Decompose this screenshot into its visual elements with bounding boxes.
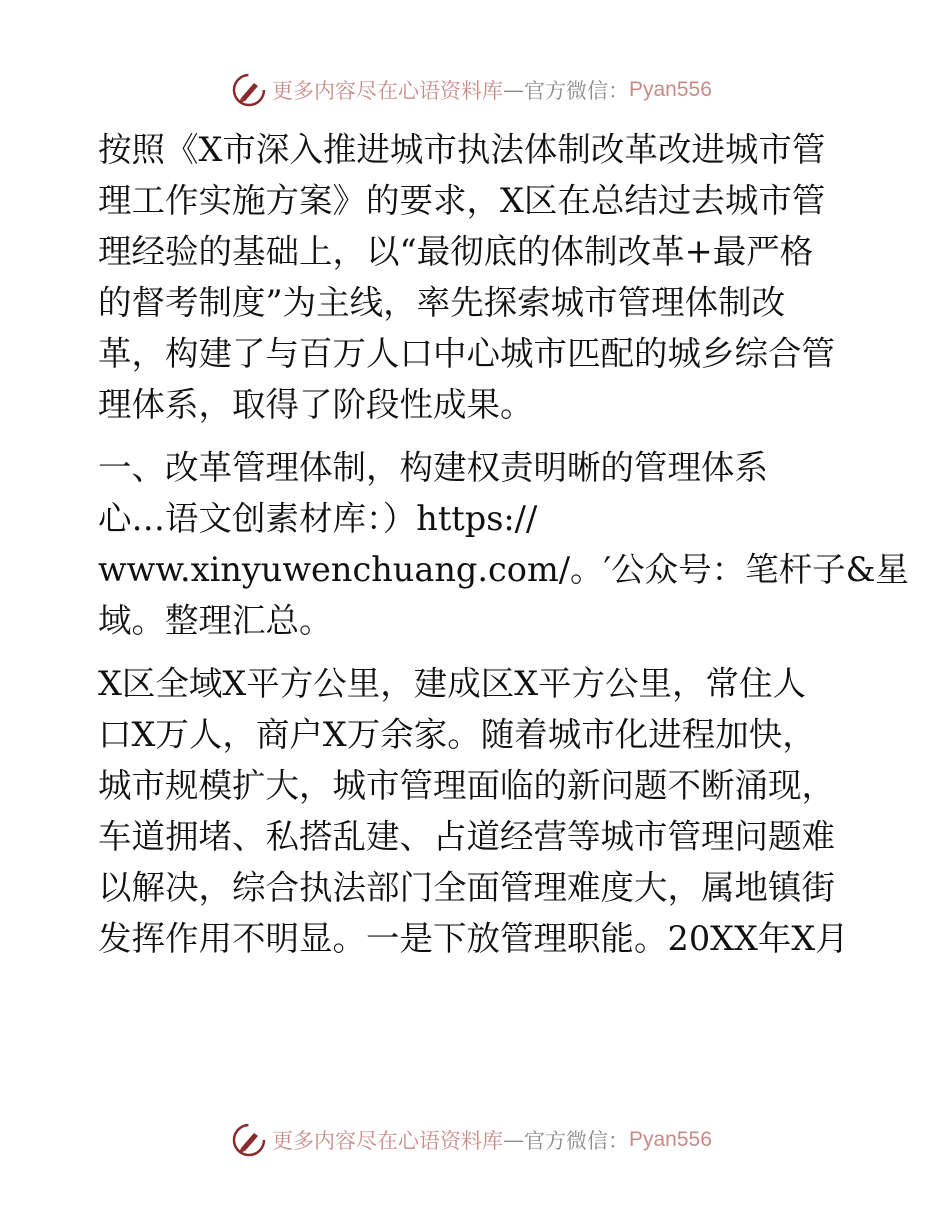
text-line: 发挥作用不明显。一是下放管理职能。20XX年X月 (98, 919, 849, 958)
paragraph-background (98, 658, 858, 964)
document-body (98, 124, 909, 964)
text-line: 车道拥堵、私搭乱建、占道经营等城市管理问题难 (98, 817, 835, 856)
footer-watermark (232, 1120, 712, 1160)
text-line: 心…语文创素材库：）https:// (98, 499, 538, 538)
watermark-brand: 更多内容尽在心语资料库 (272, 79, 503, 103)
watermark-wechat-id: Pyan556 (629, 1128, 712, 1151)
pen-logo-icon (232, 73, 266, 107)
text-line: X区全域X平方公里，建成区X平方公里，常住人 (98, 664, 807, 703)
watermark-brand: 更多内容尽在心语资料库 (272, 1129, 503, 1153)
header-watermark (232, 70, 712, 110)
text-line: 以解决，综合执法部门全面管理难度大，属地镇街 (98, 868, 835, 907)
paragraph-intro (98, 124, 858, 430)
watermark-dash: — (503, 1128, 524, 1152)
text-line: 的督考制度”为主线，率先探索城市管理体制改 (98, 283, 786, 322)
watermark-wechat-label: 官方微信： (524, 1129, 629, 1153)
text-line: 理经验的基础上，以“最彻底的体制改革+最严格 (98, 232, 814, 271)
text-line: 按照《X市深入推进城市执法体制改革改进城市管 (98, 130, 826, 169)
watermark-wechat-label: 官方微信： (524, 79, 629, 103)
text-line: www.xinyuwenchuang.com/。′公众号：笔杆子&星 (98, 550, 909, 589)
text-line: 域。整理汇总。 (98, 601, 333, 640)
text-line: 革，构建了与百万人口中心城市匹配的城乡综合管 (98, 334, 835, 373)
text-line: 城市规模扩大，城市管理面临的新问题不断涌现， (98, 766, 835, 805)
text-line: 理工作实施方案》的要求，X区在总结过去城市管 (98, 181, 826, 220)
section-heading: 一、改革管理体制，构建权责明晰的管理体系 (98, 448, 768, 487)
text-line: 理体系，取得了阶段性成果。 (98, 385, 534, 424)
watermark-dash: — (503, 78, 524, 102)
pen-logo-icon (232, 1123, 266, 1157)
text-line: 口X万人，商户X万余家。随着城市化进程加快， (98, 715, 816, 754)
watermark-wechat-id: Pyan556 (629, 78, 712, 101)
paragraph-section-heading (98, 442, 909, 646)
